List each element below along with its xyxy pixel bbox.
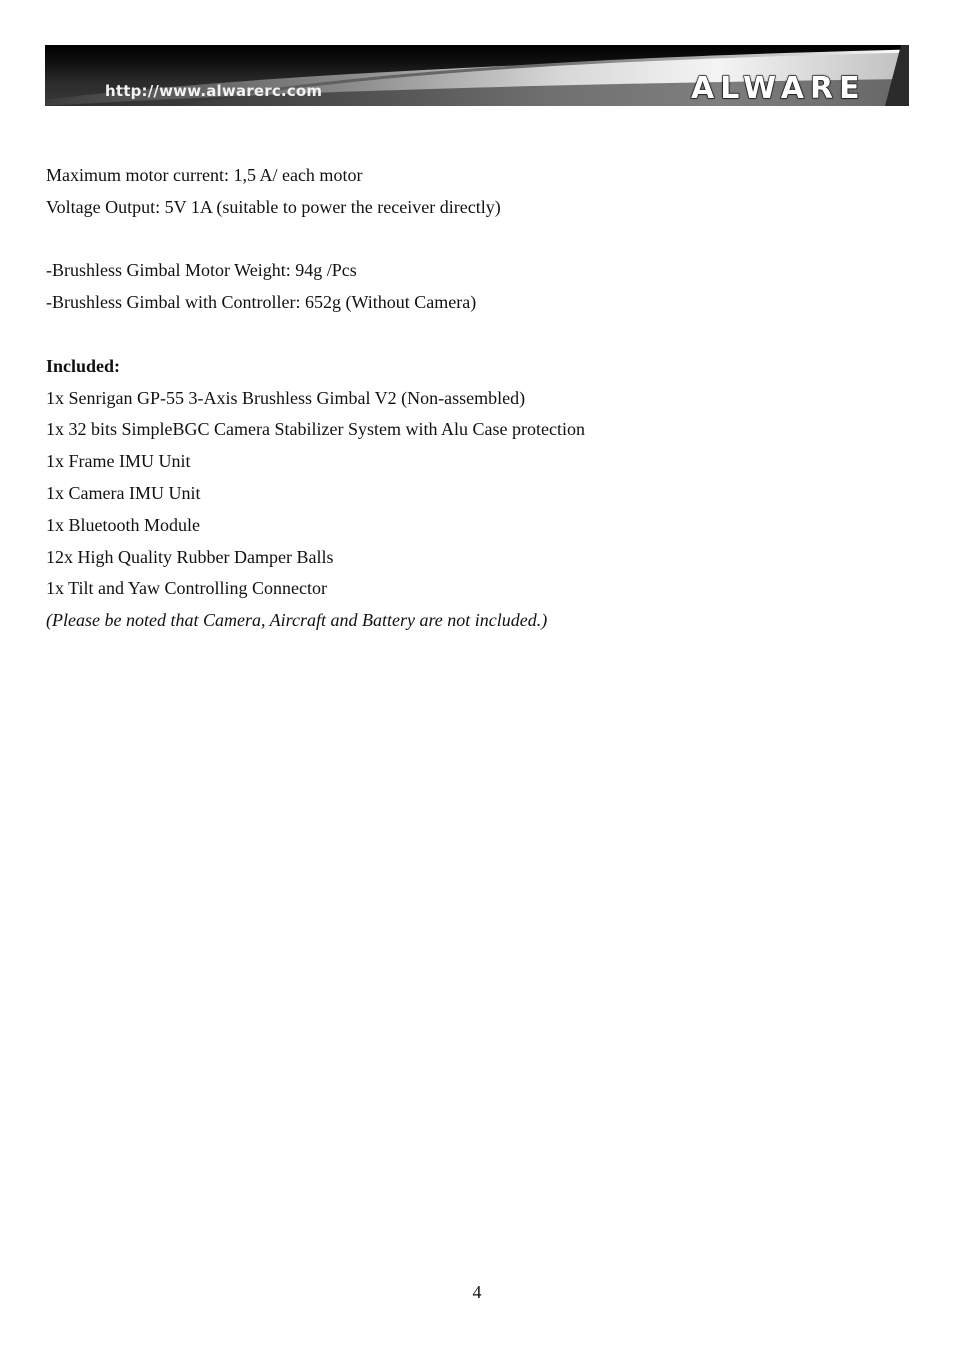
brand-logo: ALWARE [691,71,866,106]
website-url: http://www.alwarerc.com [105,82,323,100]
list-item: 1x Camera IMU Unit [46,482,201,503]
included-note: (Please be noted that Camera, Aircraft and Battery are not included.) [46,610,548,631]
list-item: 1x Senrigan GP-55 3-Axis Brushless Gimbal V2 (Non-assembled) [46,387,526,408]
list-item: 12x High Quality Rubber Damper Balls [46,546,334,567]
list-item: 1x 32 bits SimpleBGC Camera Stabilizer System with Alu Case protection [46,419,585,440]
list-item: 1x Bluetooth Module [46,514,200,535]
document-body [46,160,866,637]
page-number: 4 [472,1282,482,1302]
weight-line: -Brushless Gimbal Motor Weight: 94g /Pcs [46,260,357,281]
header-banner [45,45,909,106]
list-item: 1x Tilt and Yaw Controlling Connector [46,578,328,599]
spec-line: Maximum motor current: 1,5 A/ each motor [46,165,363,185]
spec-line: Voltage Output: 5V 1A (suitable to power the receiver directly) [46,196,501,217]
included-heading: Included: [46,355,121,376]
weight-line: -Brushless Gimbal with Controller: 652g (Without Camera) [46,292,477,313]
list-item: 1x Frame IMU Unit [46,451,191,472]
